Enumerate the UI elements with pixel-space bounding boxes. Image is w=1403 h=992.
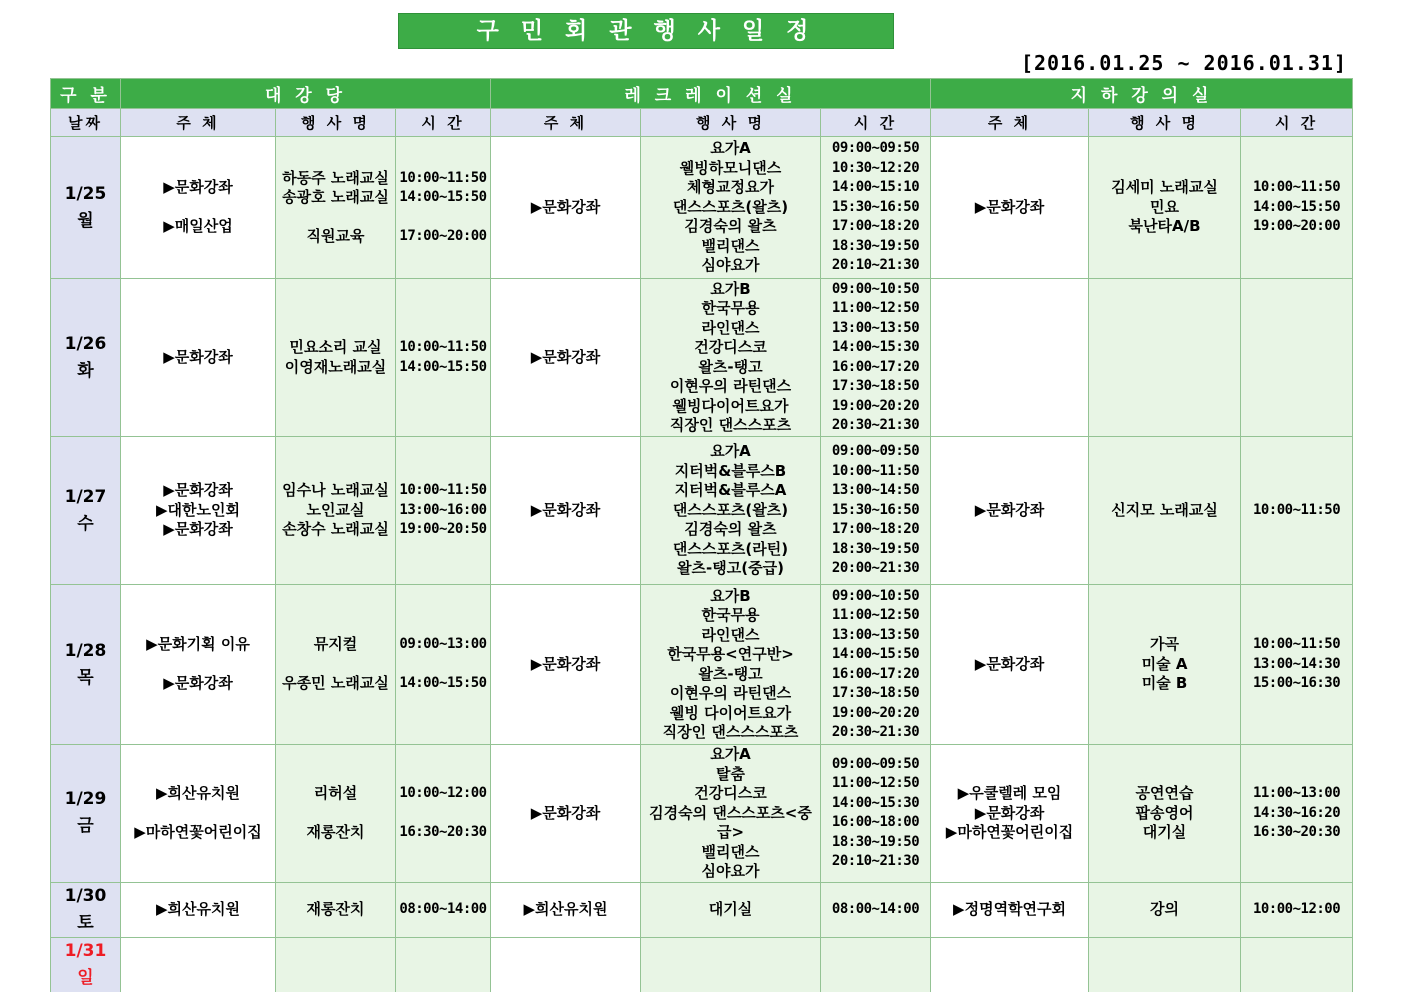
- cell-line: 요가B: [710, 586, 751, 605]
- cell-line: ▶문화강좌: [974, 500, 1045, 519]
- cell-line: ▶정명역학연구회: [953, 899, 1067, 918]
- cell-line: 댄스스포츠(왈츠): [672, 197, 789, 216]
- cell-line: 13:00~13:50: [831, 626, 920, 643]
- cell-line: 10:00~11:50: [1252, 179, 1341, 196]
- date-cell: [51, 585, 121, 745]
- date-cell: [51, 137, 121, 279]
- cell-line: 1/25: [64, 183, 107, 204]
- cell-line: 목: [77, 667, 94, 688]
- cell-line: 16:30~20:30: [399, 824, 487, 840]
- cell-line: ▶매일산업: [163, 217, 233, 236]
- subcol-header-0-0: 주 체: [121, 109, 276, 137]
- host-cell-0: [121, 585, 276, 745]
- cell-line: 20:10~21:30: [831, 853, 920, 870]
- date-cell: [51, 937, 121, 992]
- cell-line: 심야요가: [701, 256, 760, 275]
- venue-header-row: [51, 79, 1353, 109]
- cell-line: ▶문화강좌: [530, 803, 601, 822]
- cell-line: 13:00~14:30: [1252, 655, 1341, 672]
- event-cell-1: [641, 882, 821, 937]
- subcol-header-0-1: 행 사 명: [276, 109, 396, 137]
- cell-line: 17:00~18:20: [831, 218, 920, 235]
- cell-line: 10:00~11:50: [399, 482, 487, 499]
- time-cell-2: [1241, 437, 1353, 585]
- cell-line: ▶문화강좌: [530, 654, 601, 673]
- cell-line: 신지모 노래교실: [1111, 500, 1218, 519]
- schedule-row-1-30: [51, 882, 1353, 937]
- host-cell-1: [491, 745, 641, 883]
- cell-line: 하동주 노래교실: [282, 168, 389, 187]
- cell-line: 16:00~17:20: [831, 358, 920, 375]
- cell-line: 09:00~09:50: [831, 443, 920, 460]
- event-cell-1: [641, 437, 821, 585]
- time-cell-1: [821, 585, 931, 745]
- cell-line: [123, 198, 273, 218]
- cell-line: 웰빙하모니댄스: [679, 158, 782, 177]
- time-cell-0: [396, 585, 491, 745]
- cell-line: 왈츠-탱고(중급): [677, 559, 784, 578]
- event-cell-0: [276, 882, 396, 937]
- cell-line: 일: [77, 968, 94, 988]
- cell-line: 가곡: [1150, 635, 1180, 654]
- cell-line: 1/26: [64, 333, 107, 354]
- cell-line: 밸리댄스: [701, 236, 760, 255]
- date-cell: [51, 437, 121, 585]
- subcol-header-2-0: 주 체: [931, 109, 1089, 137]
- cell-line: 11:00~13:00: [1252, 785, 1341, 801]
- cell-line: ▶문화강좌: [530, 500, 601, 519]
- cell-line: 10:30~12:20: [831, 159, 920, 176]
- cell-line: 14:00~15:30: [831, 339, 920, 355]
- cell-line: 지터벅&블루스B: [674, 461, 787, 480]
- cell-line: 14:00~15:10: [831, 179, 920, 196]
- cell-line: 북난타A/B: [1128, 217, 1201, 236]
- cell-line: 밸리댄스: [701, 842, 760, 861]
- host-cell-0: [121, 937, 276, 992]
- event-cell-2: [1089, 137, 1241, 279]
- cell-line: ▶문화강좌: [163, 520, 233, 539]
- cell-line: 1/29: [64, 789, 107, 810]
- cell-line: 14:00~15:50: [399, 675, 487, 692]
- cell-line: 1/27: [64, 486, 107, 507]
- host-cell-2: [931, 437, 1089, 585]
- time-cell-0: [396, 279, 491, 437]
- cell-line: 19:00~20:50: [399, 521, 487, 538]
- host-cell-1: [491, 882, 641, 937]
- cell-line: 리허설: [313, 784, 358, 802]
- schedule-row-1-31: [51, 937, 1353, 992]
- event-cell-2: [1089, 437, 1241, 585]
- cell-line: [398, 655, 488, 675]
- cell-line: 대기실: [708, 899, 753, 918]
- time-cell-1: [821, 882, 931, 937]
- cell-line: 18:30~19:50: [831, 833, 920, 850]
- cell-line: 요가B: [710, 279, 751, 298]
- schedule-row-1-25: [51, 137, 1353, 279]
- cell-line: 심야요가: [701, 862, 760, 880]
- cell-line: ▶문화강좌: [974, 803, 1045, 822]
- event-cell-1: [641, 585, 821, 745]
- cell-line: ▶마하연꽃어린이집: [134, 823, 262, 841]
- venue-header-1: 레 크 레 이 션 실: [491, 79, 931, 109]
- cell-line: ▶문화강좌: [974, 197, 1045, 216]
- time-cell-1: [821, 137, 931, 279]
- cell-line: 탈춤: [716, 764, 745, 783]
- host-cell-1: [491, 937, 641, 992]
- cell-line: 강의: [1150, 899, 1180, 918]
- cell-line: [398, 804, 488, 824]
- cell-line: 17:00~18:20: [831, 521, 920, 538]
- cell-line: 라인댄스: [701, 318, 760, 337]
- cell-line: 왈츠-탱고: [698, 357, 763, 376]
- subcol-header-1-2: 시 간: [821, 109, 931, 137]
- cell-line: 14:00~15:50: [1252, 198, 1341, 215]
- time-cell-1: [821, 745, 931, 883]
- cell-line: 15:30~16:50: [831, 501, 920, 518]
- cell-line: 19:00~20:20: [831, 704, 920, 721]
- time-cell-2: [1241, 745, 1353, 883]
- schedule-row-1-27: [51, 437, 1353, 585]
- cell-line: ▶문화강좌: [163, 347, 233, 366]
- cell-line: 11:00~12:50: [831, 300, 920, 316]
- event-cell-1: [641, 745, 821, 883]
- cell-line: 17:30~18:50: [831, 378, 920, 394]
- cell-line: 17:30~18:50: [831, 685, 920, 701]
- cell-line: 건강디스코: [694, 338, 767, 356]
- cell-line: 월: [77, 210, 94, 231]
- cell-line: 한국무용: [701, 299, 760, 317]
- cell-line: 09:00~10:50: [831, 280, 920, 297]
- cell-line: ▶대한노인회: [156, 500, 240, 519]
- cell-line: ▶문화강좌: [163, 674, 233, 693]
- cell-line: 11:00~12:50: [831, 607, 920, 623]
- cell-line: 19:00~20:20: [831, 397, 920, 414]
- cell-line: [123, 655, 273, 675]
- schedule-row-1-26: [51, 279, 1353, 437]
- host-cell-0: [121, 745, 276, 883]
- cell-line: 16:00~17:20: [831, 665, 920, 682]
- cell-line: 11:00~12:50: [831, 775, 920, 792]
- schedule-row-1-28: [51, 585, 1353, 745]
- cell-line: [123, 804, 273, 824]
- cell-line: 15:30~16:50: [831, 198, 920, 215]
- cell-line: [398, 208, 488, 228]
- cell-line: 1/28: [64, 640, 107, 661]
- cell-line: 이영재노래교실: [284, 357, 387, 376]
- cell-line: 18:30~19:50: [831, 540, 920, 557]
- cell-line: 우종민 노래교실: [282, 674, 389, 693]
- host-cell-2: [931, 137, 1089, 279]
- host-cell-0: [121, 437, 276, 585]
- cell-line: 김경숙의 왈츠: [684, 217, 777, 236]
- cell-line: 17:00~20:00: [399, 228, 487, 244]
- cell-line: 08:00~14:00: [399, 900, 487, 917]
- cell-line: 10:00~12:00: [1252, 900, 1341, 917]
- cell-line: 민요: [1150, 197, 1180, 216]
- cell-line: 김경숙의 왈츠: [684, 520, 777, 539]
- event-cell-2: [1089, 745, 1241, 883]
- cell-line: 16:30~20:30: [1252, 824, 1341, 840]
- event-cell-1: [641, 937, 821, 992]
- time-cell-1: [821, 937, 931, 992]
- cell-line: 수: [77, 513, 94, 534]
- schedule-table: [50, 78, 1353, 992]
- category-header: 구 분: [51, 79, 121, 109]
- cell-line: 직장인 댄스스포츠: [669, 416, 792, 434]
- host-cell-1: [491, 279, 641, 437]
- cell-line: ▶희산유치원: [156, 899, 240, 918]
- event-cell-1: [641, 137, 821, 279]
- cell-line: ▶문화기획 이유: [146, 635, 250, 654]
- host-cell-0: [121, 882, 276, 937]
- cell-line: 19:00~20:00: [1252, 218, 1341, 235]
- host-cell-0: [121, 137, 276, 279]
- cell-line: 팝송영어: [1135, 803, 1194, 822]
- cell-line: 10:00~11:50: [1252, 501, 1341, 518]
- time-cell-2: [1241, 137, 1353, 279]
- cell-line: 민요소리 교실: [289, 338, 382, 356]
- time-cell-0: [396, 937, 491, 992]
- cell-line: 10:00~11:50: [399, 169, 487, 186]
- cell-line: 직원교육: [306, 227, 365, 245]
- cell-line: 15:00~16:30: [1252, 675, 1341, 692]
- cell-line: 10:00~11:50: [399, 339, 487, 355]
- cell-line: 화: [77, 360, 94, 381]
- host-cell-1: [491, 585, 641, 745]
- event-cell-0: [276, 745, 396, 883]
- event-cell-0: [276, 437, 396, 585]
- cell-line: 14:00~15:30: [831, 794, 920, 811]
- event-cell-2: [1089, 937, 1241, 992]
- cell-line: ▶희산유치원: [523, 899, 608, 918]
- time-cell-2: [1241, 937, 1353, 992]
- page-title: 구 민 회 관 행 사 일 정: [398, 13, 894, 49]
- host-cell-2: [931, 585, 1089, 745]
- host-cell-0: [121, 279, 276, 437]
- cell-line: 웰빙다이어트요가: [672, 396, 789, 415]
- event-cell-0: [276, 137, 396, 279]
- cell-line: 10:00~11:50: [831, 462, 920, 479]
- subcol-header-0-2: 시 간: [396, 109, 491, 137]
- time-cell-2: [1241, 585, 1353, 745]
- venue-header-2: 지 하 강 의 실: [931, 79, 1353, 109]
- cell-line: 미술 A: [1141, 654, 1188, 673]
- host-cell-2: [931, 279, 1089, 437]
- cell-line: 뮤지컬: [313, 635, 358, 654]
- date-header: 날짜: [51, 109, 121, 137]
- table-body: [51, 137, 1353, 992]
- time-cell-2: [1241, 279, 1353, 437]
- subcol-header-2-1: 행 사 명: [1089, 109, 1241, 137]
- cell-line: 09:00~09:50: [831, 755, 920, 772]
- event-cell-2: [1089, 585, 1241, 745]
- cell-line: 손창수 노래교실: [282, 520, 389, 539]
- event-cell-2: [1089, 882, 1241, 937]
- cell-line: 13:00~16:00: [399, 501, 487, 518]
- event-cell-1: [641, 279, 821, 437]
- date-cell: [51, 745, 121, 883]
- cell-line: 한국무용: [701, 606, 760, 624]
- cell-line: [278, 208, 393, 228]
- subcol-header-2-2: 시 간: [1241, 109, 1353, 137]
- cell-line: 한국무용<연구반>: [667, 645, 794, 663]
- time-cell-0: [396, 745, 491, 883]
- cell-line: 20:00~21:30: [831, 560, 920, 577]
- cell-line: 요가A: [710, 139, 751, 158]
- cell-line: 20:10~21:30: [831, 257, 920, 274]
- cell-line: 김경숙의 댄스스포츠<중급>: [649, 803, 812, 841]
- subcolumn-header-row: [51, 109, 1353, 137]
- cell-line: 토: [77, 912, 94, 933]
- cell-line: 댄스스포츠(라틴): [672, 539, 789, 558]
- cell-line: 요가A: [710, 745, 751, 763]
- cell-line: 09:00~13:00: [399, 636, 487, 653]
- cell-line: ▶문화강좌: [530, 347, 601, 366]
- cell-line: ▶마하연꽃어린이집: [945, 823, 1074, 841]
- time-cell-2: [1241, 882, 1353, 937]
- cell-line: ▶문화강좌: [163, 481, 233, 500]
- cell-line: 임수나 노래교실: [282, 481, 389, 500]
- cell-line: 재롱잔치: [306, 823, 365, 841]
- venue-header-0: 대 강 당: [121, 79, 491, 109]
- cell-line: 08:00~14:00: [831, 900, 920, 917]
- event-cell-0: [276, 937, 396, 992]
- cell-line: 김세미 노래교실: [1111, 178, 1218, 197]
- cell-line: ▶문화강좌: [974, 654, 1045, 673]
- time-cell-1: [821, 437, 931, 585]
- cell-line: 건강디스코: [694, 784, 767, 802]
- cell-line: [278, 655, 393, 675]
- cell-line: 10:00~11:50: [1252, 636, 1341, 653]
- cell-line: ▶문화강좌: [530, 197, 601, 216]
- cell-line: 13:00~13:50: [831, 319, 920, 336]
- cell-line: 이현우의 라틴댄스: [669, 684, 792, 702]
- cell-line: 13:00~14:50: [831, 482, 920, 499]
- cell-line: 요가A: [710, 442, 751, 461]
- cell-line: 20:30~21:30: [831, 417, 920, 433]
- cell-line: 체형교정요가: [687, 178, 774, 197]
- cell-line: ▶희산유치원: [156, 784, 240, 802]
- host-cell-1: [491, 437, 641, 585]
- time-cell-0: [396, 437, 491, 585]
- cell-line: 왈츠-탱고: [698, 664, 763, 683]
- cell-line: 14:30~16:20: [1252, 804, 1341, 821]
- cell-line: 18:30~19:50: [831, 237, 920, 254]
- host-cell-2: [931, 937, 1089, 992]
- date-cell: [51, 279, 121, 437]
- cell-line: 공연연습: [1135, 784, 1194, 802]
- table-header: [51, 79, 1353, 137]
- host-cell-2: [931, 745, 1089, 883]
- cell-line: 송광호 노래교실: [282, 188, 389, 206]
- time-cell-0: [396, 137, 491, 279]
- cell-line: 이현우의 라틴댄스: [669, 377, 792, 395]
- cell-line: [278, 804, 393, 824]
- schedule-row-1-29: [51, 745, 1353, 883]
- cell-line: 라인댄스: [701, 625, 760, 644]
- host-cell-1: [491, 137, 641, 279]
- event-cell-2: [1089, 279, 1241, 437]
- event-cell-0: [276, 585, 396, 745]
- cell-line: 댄스스포츠(왈츠): [672, 500, 789, 519]
- cell-line: 지터벅&블루스A: [674, 481, 787, 500]
- cell-line: ▶우쿨렐레 모임: [957, 784, 1062, 802]
- cell-line: 미술 B: [1141, 674, 1188, 693]
- cell-line: 09:00~10:50: [831, 587, 920, 604]
- cell-line: 10:00~12:00: [399, 785, 487, 801]
- cell-line: 20:30~21:30: [831, 724, 920, 740]
- date-range-label: [2016.01.25 ~ 2016.01.31]: [1020, 51, 1347, 75]
- cell-line: 재롱잔치: [306, 899, 365, 918]
- cell-line: 직장인 댄스스스포츠: [662, 723, 799, 741]
- event-cell-0: [276, 279, 396, 437]
- host-cell-2: [931, 882, 1089, 937]
- time-cell-1: [821, 279, 931, 437]
- cell-line: 금: [77, 816, 94, 837]
- cell-line: 09:00~09:50: [831, 140, 920, 157]
- subcol-header-1-1: 행 사 명: [641, 109, 821, 137]
- cell-line: ▶문화강좌: [163, 178, 233, 197]
- cell-line: 14:00~15:50: [399, 358, 487, 375]
- cell-line: 대기실: [1142, 823, 1187, 841]
- cell-line: 14:00~15:50: [831, 646, 920, 662]
- cell-line: 1/31: [64, 941, 107, 961]
- cell-line: 14:00~15:50: [399, 189, 487, 205]
- cell-line: 노인교실: [306, 500, 365, 519]
- cell-line: 1/30: [64, 885, 107, 906]
- subcol-header-1-0: 주 체: [491, 109, 641, 137]
- cell-line: 웰빙 다이어트요가: [669, 703, 792, 722]
- time-cell-0: [396, 882, 491, 937]
- cell-line: 16:00~18:00: [831, 814, 920, 831]
- date-cell: [51, 882, 121, 937]
